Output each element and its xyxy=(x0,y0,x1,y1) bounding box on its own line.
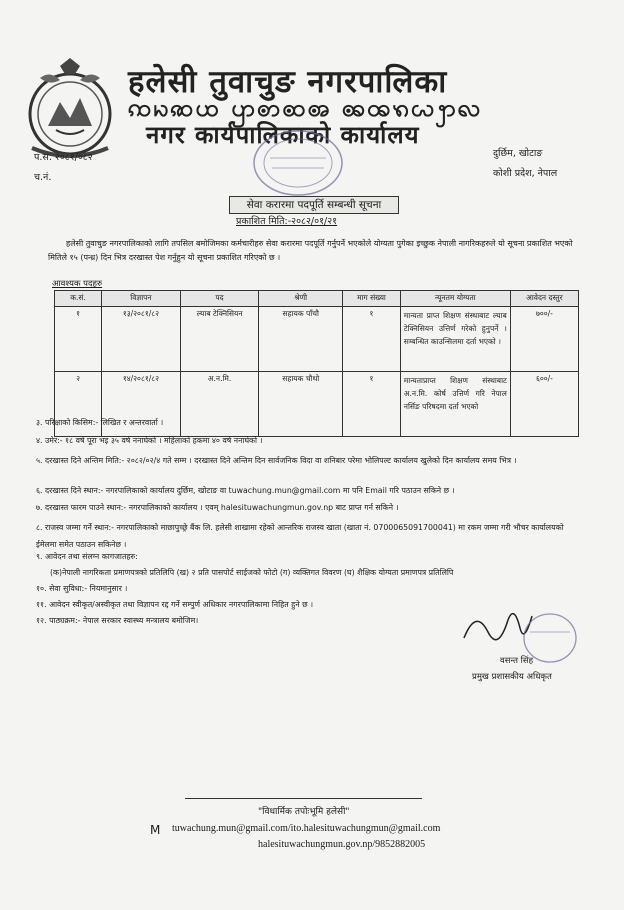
list-item: ७. दरखास्त फारम पाउने स्थान:- नगरपालिकाको कार्यालय । एवम् halesituwachungmun.gov.np बाट प्राप्त गर्न सकिने । xyxy=(36,503,399,512)
footer-divider xyxy=(185,798,422,799)
municipality-name-script: ꩡꩢꩣꩤ ꩥꩦꩧꩨ ꩩꩪꩫꩬꩭꩮ xyxy=(128,93,483,122)
table-cell: ६००/- xyxy=(510,372,578,437)
signatory-name: वसन्त सिंह xyxy=(500,656,534,666)
table-cell: मान्यताप्राप्त शिक्षण संस्थाबाट अ.न.मि. कोर्ष उत्तिर्ण गरि नेपाल नर्सिङ परिषदमा दर्ता भएको xyxy=(400,372,510,437)
table-cell: १४/२०८१/८२ xyxy=(102,372,181,437)
table-cell: १३/२०८१/८२ xyxy=(102,307,181,372)
list-item: ६. दरखास्त दिने स्थान:- नगरपालिकाको कार्यालय दुर्छिम, खोटाङ वा tuwachung.mun@gmail.com मा पनि Email गरि पठाउन सकिने छ । xyxy=(36,486,455,495)
notice-title: सेवा करारमा पदपूर्ति सम्बन्धी सूचना xyxy=(229,196,399,214)
footer-email[interactable]: tuwachung.mun@gmail.com/ito.halesituwachungmun@gmail.com xyxy=(172,823,441,834)
table-cell: अ.न.मि. xyxy=(180,372,259,437)
table-cell: १ xyxy=(55,307,102,372)
table-header-row xyxy=(55,291,579,307)
table-cell: ७००/- xyxy=(510,307,578,372)
office-stamp-icon xyxy=(250,128,346,198)
vacancy-table xyxy=(54,290,579,437)
office-name: नगर कार्यपालिकाको कार्यालय xyxy=(146,120,420,149)
column-header: विज्ञापन xyxy=(102,291,181,307)
list-item: ५. दरखास्त दिने अन्तिम मिति:- २०८२/०२/४ गते सम्म । दरखास्त दिने अन्तिम दिन सार्वजनिक विदा वा शनिबार परेमा भोलिपल्ट कार्यालय खुलेको दिन कार्यालय समय भित्र । xyxy=(36,456,517,465)
address-line-1: दुर्छिम, खोटाङ xyxy=(493,148,543,159)
table-cell: सहायक चौथो xyxy=(259,372,343,437)
list-item: १०. सेवा सुविधा:- नियमानुसार । xyxy=(36,584,128,593)
published-date: प्रकाशित मिति:-२०८२/०१/२१ xyxy=(236,216,338,227)
list-item: (क)नेपाली नागरिकता प्रमाणपत्रको प्रतिलिपि (ख) २ प्रति पासपोर्ट साईजको फोटो (ग) व्यक्तिगत विवरण (घ) शैक्षिक योग्यता प्रमाणपत्र प्रतिलिपि xyxy=(50,568,454,577)
dispatch-number: च.नं. xyxy=(34,172,52,183)
mail-icon: M xyxy=(150,823,161,837)
footer-motto: "विधार्मिक तपोःभूमि हलेसी" xyxy=(258,807,350,817)
list-item: ११. आवेदन स्वीकृत/अस्वीकृत तथा विज्ञापन रद्द गर्ने सम्पुर्ण अधिकार नगरपालिकामा निहित हुने छ । xyxy=(36,600,314,609)
list-item: १२. पाठ्यक्रम:- नेपाल सरकार स्वास्थ्य मन्त्रालय बमोजिम। xyxy=(36,616,199,625)
table-cell: १ xyxy=(343,307,401,372)
table-cell: मान्यता प्राप्त शिक्षण संस्थाबाट ल्याब टेक्निसियन उत्तिर्ण गरेको हुनुपर्ने । सम्बन्धित काउन्सिलमा दर्ता भएको । xyxy=(400,307,510,372)
intro-paragraph: हलेसी तुवाचुङ नगरपालिकाको लागि तपसिल बमोजिमका कर्मचारीहरु सेवा करारमा पदपूर्ति गर्नुपर्ने भएकोले योग्यता पुगेका इच्छुक नेपाली नागरिकहरुले यो सूचना प्रकाशित भएको मितिले १५ (पन्ध्र) दिन भित्र दरखास्त पेश गर्नुहुन यो सूचना प्रकाशित गरिएको छ । xyxy=(48,239,573,262)
list-item: ८. राजस्व जम्मा गर्ने स्थान:- नगरपालिकाको माछापुच्छ्रे बैंक लि. हलेसी शाखामा रहेको आन्तरिक राजस्व खाता (खाता नं. 0700065091700041) मा रकम जम्मा गरी भौचर कार्यालयको ईमेलमा समेत पठाउन सकिनेछ । xyxy=(36,523,564,549)
ref-number: प.स. २०८१/०८२ xyxy=(34,152,93,163)
table-row xyxy=(55,307,579,372)
list-item: ४. उमेर:- १८ वर्ष पूरा भइ ३५ वर्ष ननाघेको । महिलाको हकमा ४० वर्ष ननाघेको । xyxy=(36,436,263,445)
column-header: क.सं. xyxy=(55,291,102,307)
table-cell: २ xyxy=(55,372,102,437)
table-title: आवश्यक पदहरु xyxy=(52,279,103,289)
address-line-2: कोशी प्रदेश, नेपाल xyxy=(493,168,558,179)
municipality-name: हलेसी तुवाचुङ नगरपालिका xyxy=(128,64,448,100)
list-item: ३. परिक्षाको किसिम:- लिखित र अन्तरवार्ता । xyxy=(36,418,164,427)
column-header: माग संख्या xyxy=(343,291,401,307)
table-cell: १ xyxy=(343,372,401,437)
column-header: आवेदन दस्तुर xyxy=(510,291,578,307)
column-header: पद xyxy=(180,291,259,307)
column-header: श्रेणी xyxy=(259,291,343,307)
table-cell: सहायक पाँचौ xyxy=(259,307,343,372)
table-cell: ल्याब टेक्निसियन xyxy=(180,307,259,372)
column-header: न्यूनतम योग्यता xyxy=(400,291,510,307)
signatory-title: प्रमुख प्रशासकीय अधिकृत xyxy=(472,672,552,682)
footer-website[interactable]: halesituwachungmun.gov.np/9852882005 xyxy=(258,839,426,850)
list-item: ९. आवेदन तथा संलग्न कागजातहरु: xyxy=(36,552,138,561)
